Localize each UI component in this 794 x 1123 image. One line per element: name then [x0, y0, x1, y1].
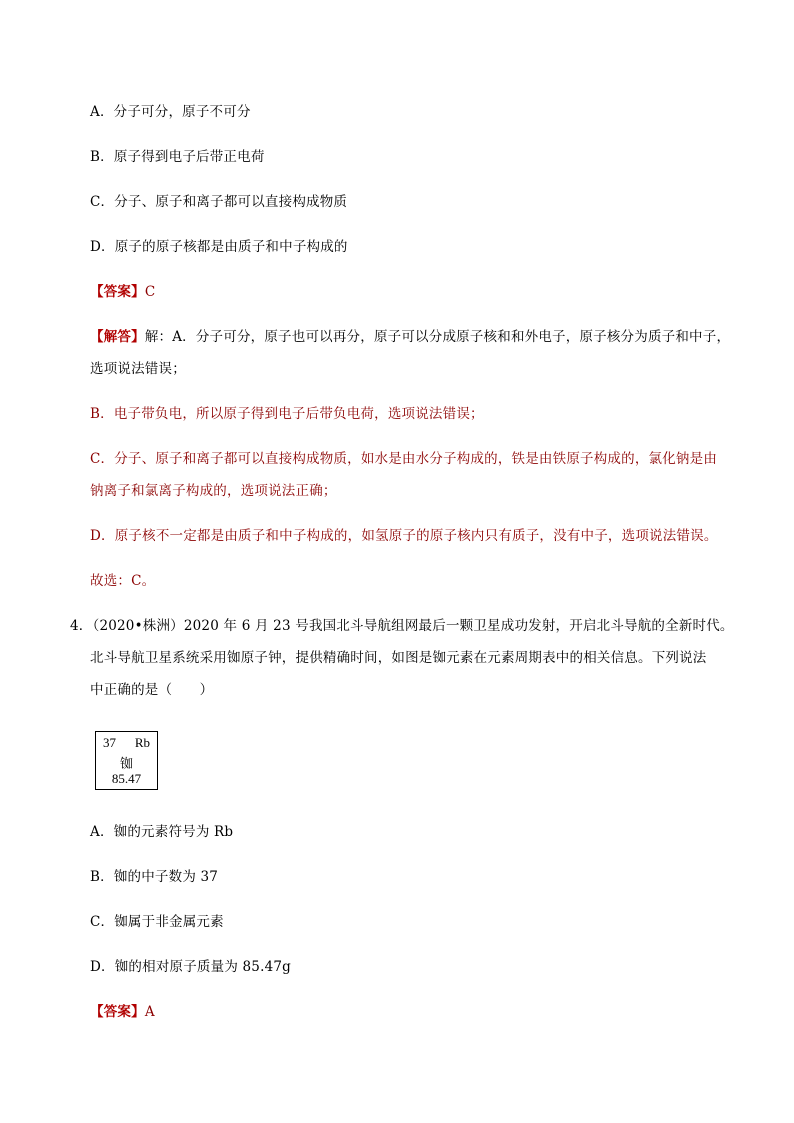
- q3-conclusion: 故选：C。: [90, 573, 156, 589]
- q4-option-d: D．铷的相对原子质量为 85.47g: [90, 959, 292, 975]
- q4-option-b: B．铷的中子数为 37: [90, 869, 219, 885]
- q4-option-c: C．铷属于非金属元素: [90, 914, 224, 930]
- q3-option-c: C．分子、原子和离子都可以直接构成物质: [90, 194, 348, 210]
- q3-option-d: D．原子的原子核都是由质子和中子构成的: [90, 239, 348, 255]
- q3-analysis-b: B．电子带负电，所以原子得到电子后带负电荷，选项说法错误；: [90, 406, 484, 422]
- element-atomic-number: 37: [103, 735, 116, 750]
- q4-answer: [90, 1002, 155, 1022]
- analysis-tag: 【解答】: [90, 329, 145, 345]
- q3-answer: [90, 282, 155, 302]
- q3-analysis-a: [90, 327, 730, 347]
- q3-option-a: A．分子可分，原子不可分: [90, 104, 251, 120]
- element-atomic-mass: 85.47: [111, 771, 142, 786]
- element-name: 铷: [119, 756, 133, 771]
- q4-option-a: A．铷的元素符号为 Rb: [90, 824, 234, 840]
- answer-value: C: [144, 284, 156, 300]
- q4-stem-2: 北斗导航卫星系统采用铷原子钟，提供精确时间，如图是铷元素在元素周期表中的相关信息。下列说法: [90, 650, 707, 666]
- answer-tag: 【答案】: [90, 284, 145, 300]
- element-card-rubidium: [95, 731, 158, 790]
- analysis-text: 解：A．分子可分，原子也可以再分，原子可以分成原子核和和外电子，原子核分为质子和中子，: [144, 329, 731, 345]
- q3-analysis-c: C．分子、原子和离子都可以直接构成物质，如水是由水分子构成的，铁是由铁原子构成的，氯化钠是由: [90, 451, 718, 467]
- answer-value: A: [144, 1004, 155, 1020]
- q3-analysis-d: D．原子核不一定都是由质子和中子构成的，如氢原子的原子核内只有质子，没有中子，选项说法错误。: [90, 528, 718, 544]
- element-symbol: Rb: [134, 735, 150, 750]
- q4-stem-1: 4．（2020•株洲）2020 年 6 月 23 号我国北斗导航组网最后一颗卫星成功发射，开启北斗导航的全新时代。: [70, 618, 734, 634]
- q3-analysis-c-cont: 钠离子和氯离子构成的，选项说法正确；: [90, 483, 337, 499]
- q3-analysis-a-cont: 选项说法错误；: [90, 361, 186, 377]
- q3-option-b: B．原子得到电子后带正电荷: [90, 149, 265, 165]
- answer-tag: 【答案】: [90, 1004, 145, 1020]
- q4-stem-3: 中正确的是（ ）: [90, 682, 214, 698]
